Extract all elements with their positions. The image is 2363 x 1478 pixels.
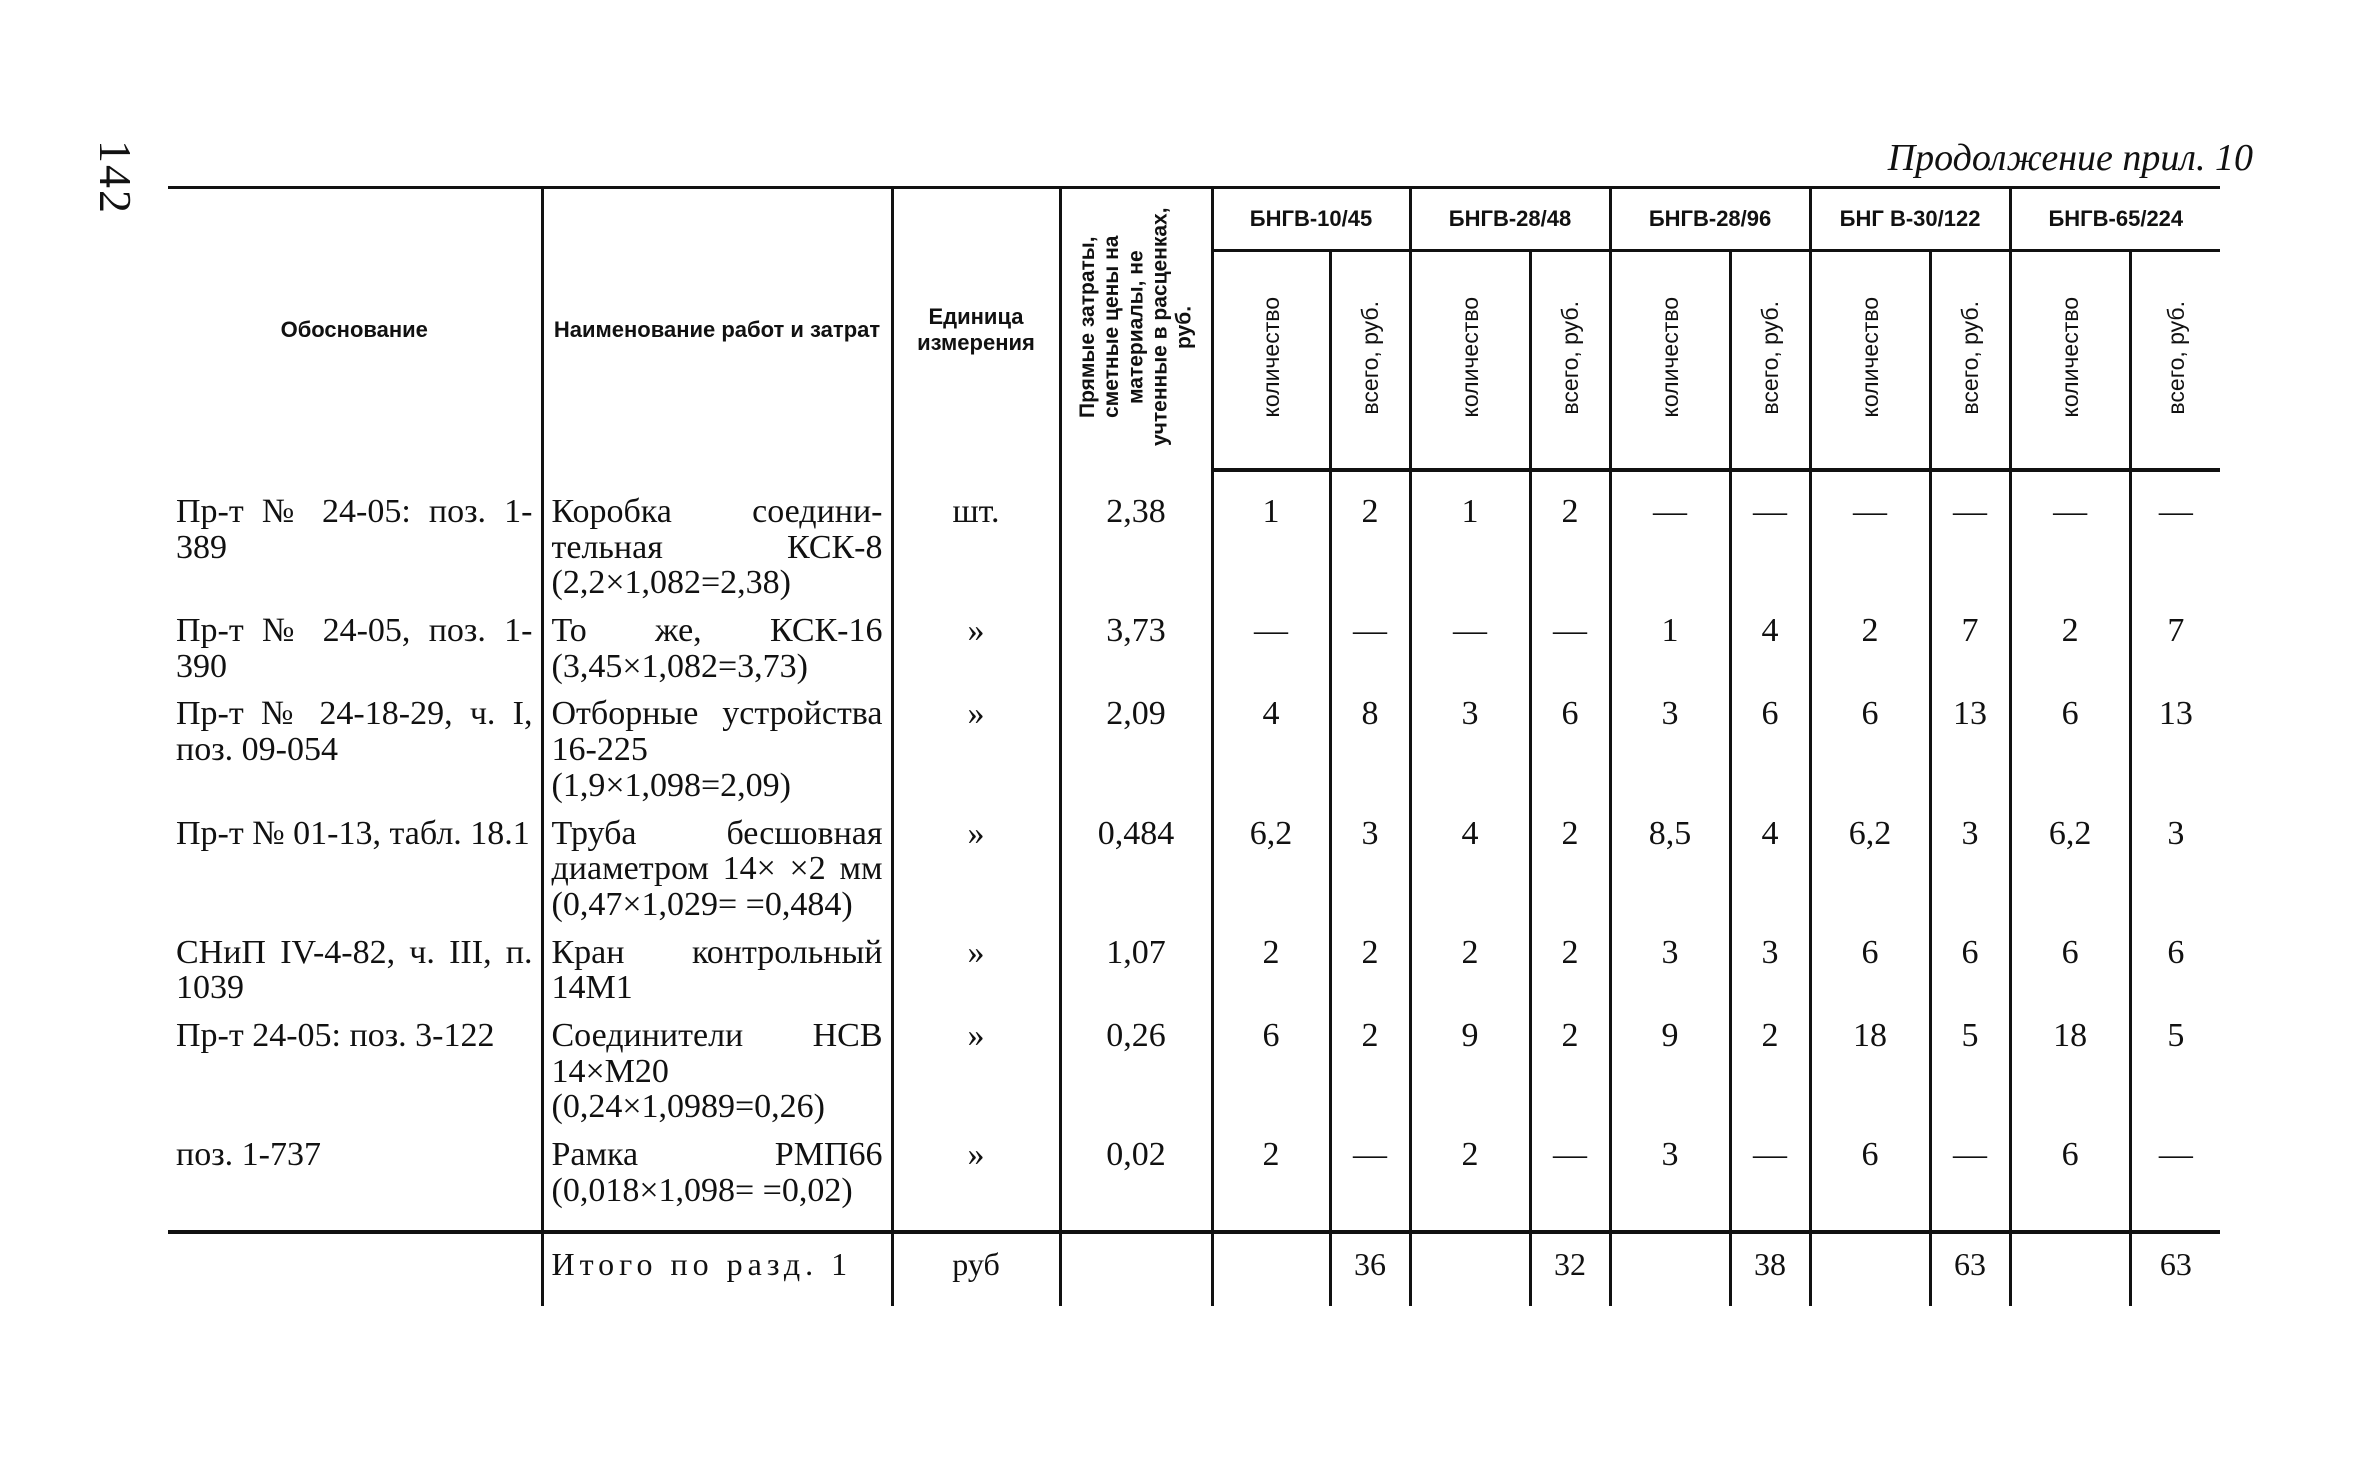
basis-cell: Пр-т № 24-05, поз. 1-390 — [176, 612, 533, 685]
estimate-table — [168, 186, 2220, 1306]
unit-cell: » — [892, 1131, 1060, 1214]
quantity-cell: 4 — [1212, 690, 1330, 809]
quantity-cell: 3 — [1410, 690, 1530, 809]
quantity-cell: 3 — [1610, 690, 1730, 809]
header-total: всего, руб. — [1530, 251, 1610, 471]
total-label: Итого по разд. 1 — [542, 1232, 892, 1306]
quantity-cell: — — [1810, 488, 1930, 607]
total-rub-cell: 7 — [1930, 607, 2010, 690]
total-value: 38 — [1730, 1232, 1810, 1306]
table-row — [168, 690, 2220, 809]
total-rub-cell: — — [1930, 488, 2010, 607]
total-rub-cell: 5 — [1930, 1012, 2010, 1131]
quantity-cell: 6 — [1810, 1131, 1930, 1214]
total-rub-cell: 2 — [1530, 488, 1610, 607]
header-name: Наименование работ и затрат — [542, 188, 892, 471]
header-qty: количество — [1410, 251, 1530, 471]
direct-cost-cell: 2,09 — [1060, 690, 1212, 809]
quantity-cell: 6 — [1810, 929, 1930, 1012]
total-rub-cell: — — [1930, 1131, 2010, 1214]
total-rub-cell: 6 — [1930, 929, 2010, 1012]
table-row — [168, 488, 2220, 607]
quantity-cell: 2 — [1410, 929, 1530, 1012]
table-row — [168, 1131, 2220, 1214]
quantity-cell: — — [1610, 488, 1730, 607]
quantity-cell: 3 — [1610, 1131, 1730, 1214]
quantity-cell: 2 — [1810, 607, 1930, 690]
direct-cost-cell: 0,484 — [1060, 810, 1212, 929]
total-rub-cell: — — [1330, 607, 1410, 690]
total-rub-cell: 6 — [1730, 690, 1810, 809]
total-rub-cell: — — [2130, 1131, 2220, 1214]
total-rub-cell: 13 — [1930, 690, 2010, 809]
work-name-cell: Отборные устройства 16-225 (1,9×1,098=2,09) — [542, 690, 892, 809]
header-basis: Обоснование — [168, 188, 542, 471]
work-name-cell: То же, КСК-16 (3,45×1,082=3,73) — [542, 607, 892, 690]
quantity-cell: — — [1410, 607, 1530, 690]
total-value: 63 — [1930, 1232, 2010, 1306]
basis-cell: СНиП IV-4-82, ч. III, п. 1039 — [176, 933, 533, 1007]
unit-cell: шт. — [892, 488, 1060, 607]
continuation-caption: Продолжение прил. 10 — [1887, 137, 2253, 179]
header-qty: количество — [2010, 251, 2130, 471]
work-name-cell: Кран контрольный 14М1 — [542, 929, 892, 1012]
quantity-cell: 2 — [1212, 929, 1330, 1012]
table-row — [168, 810, 2220, 929]
quantity-cell: 1 — [1212, 488, 1330, 607]
table-row — [168, 929, 2220, 1012]
direct-cost-cell: 0,26 — [1060, 1012, 1212, 1131]
header-total: всего, руб. — [1730, 251, 1810, 471]
table-row — [168, 1012, 2220, 1131]
quantity-cell: 6 — [2010, 929, 2130, 1012]
total-rub-cell: 2 — [1530, 929, 1610, 1012]
quantity-cell: 9 — [1410, 1012, 1530, 1131]
total-row — [168, 1232, 2220, 1306]
quantity-cell: 1 — [1610, 607, 1730, 690]
total-rub-cell: 3 — [1730, 929, 1810, 1012]
unit-cell: » — [892, 690, 1060, 809]
total-rub-cell: 2 — [1730, 1012, 1810, 1131]
total-rub-cell: 2 — [1330, 488, 1410, 607]
basis-cell: Пр-т 24-05: поз. 3-122 — [176, 1016, 495, 1054]
total-rub-cell: 2 — [1530, 810, 1610, 929]
quantity-cell: 6 — [2010, 690, 2130, 809]
header-unit: Единица измерения — [892, 188, 1060, 471]
table-row — [168, 607, 2220, 690]
header-group-1: БНГВ-10/45 — [1212, 188, 1410, 251]
total-rub-cell: 4 — [1730, 810, 1810, 929]
quantity-cell: 1 — [1410, 488, 1530, 607]
total-rub-cell: 8 — [1330, 690, 1410, 809]
total-rub-cell: 3 — [1930, 810, 2010, 929]
direct-cost-cell: 3,73 — [1060, 607, 1212, 690]
quantity-cell: 6,2 — [1212, 810, 1330, 929]
basis-cell: Пр-т № 24-18-29, ч. I, поз. 09-054 — [176, 695, 533, 769]
total-rub-cell: 5 — [2130, 1012, 2220, 1131]
quantity-cell: 3 — [1610, 929, 1730, 1012]
quantity-cell: 8,5 — [1610, 810, 1730, 929]
total-value: 32 — [1530, 1232, 1610, 1306]
quantity-cell: 6 — [2010, 1131, 2130, 1214]
header-group-5: БНГВ-65/224 — [2010, 188, 2220, 251]
quantity-cell: 2 — [1212, 1131, 1330, 1214]
page-number: 142 — [90, 140, 141, 215]
header-qty: количество — [1610, 251, 1730, 471]
total-rub-cell: — — [1530, 1131, 1610, 1214]
total-rub-cell: — — [1330, 1131, 1410, 1214]
total-rub-cell: — — [1730, 1131, 1810, 1214]
direct-cost-cell: 1,07 — [1060, 929, 1212, 1012]
basis-cell: поз. 1-737 — [176, 1136, 321, 1173]
quantity-cell: 2 — [2010, 607, 2130, 690]
total-rub-cell: 2 — [1530, 1012, 1610, 1131]
header-group-4: БНГ В-30/122 — [1810, 188, 2010, 251]
direct-cost-cell: 2,38 — [1060, 488, 1212, 607]
total-rub-cell: — — [2130, 488, 2220, 607]
header-qty: количество — [1810, 251, 1930, 471]
direct-cost-cell: 0,02 — [1060, 1131, 1212, 1214]
header-group-3: БНГВ-28/96 — [1610, 188, 1810, 251]
total-rub-cell: 3 — [2130, 810, 2220, 929]
work-name-cell: Труба бесшовная диаметром 14× ×2 мм (0,47×1,029= =0,484) — [542, 810, 892, 929]
total-rub-cell: 2 — [1330, 1012, 1410, 1131]
header-total: всего, руб. — [2130, 251, 2220, 471]
quantity-cell: — — [1212, 607, 1330, 690]
work-name-cell: Соединители НСВ 14×М20 (0,24×1,0989=0,26) — [542, 1012, 892, 1131]
total-value: 36 — [1330, 1232, 1410, 1306]
header-direct-costs: Прямые затраты, сметные цены на материалы, не учтенные в расценках, руб. — [1060, 188, 1212, 471]
unit-cell: » — [892, 810, 1060, 929]
unit-cell: » — [892, 1012, 1060, 1131]
header-total: всего, руб. — [1330, 251, 1410, 471]
quantity-cell: 6,2 — [2010, 810, 2130, 929]
quantity-cell: 4 — [1410, 810, 1530, 929]
header-group-2: БНГВ-28/48 — [1410, 188, 1610, 251]
work-name-cell: Коробка соединительная КСК-8 (2,2×1,082=2,38) — [542, 488, 892, 607]
total-rub-cell: 6 — [1530, 690, 1610, 809]
total-rub-cell: 4 — [1730, 607, 1810, 690]
total-rub-cell: 7 — [2130, 607, 2220, 690]
basis-cell: Пр-т № 01-13, табл. 18.1 — [176, 814, 530, 852]
total-rub-cell: — — [1530, 607, 1610, 690]
total-unit: руб — [892, 1232, 1060, 1306]
work-name-cell: Рамка РМП66 (0,018×1,098= =0,02) — [542, 1131, 892, 1214]
quantity-cell: 9 — [1610, 1012, 1730, 1131]
total-rub-cell: 6 — [2130, 929, 2220, 1012]
total-rub-cell: — — [1730, 488, 1810, 607]
quantity-cell: 18 — [1810, 1012, 1930, 1131]
quantity-cell: 2 — [1410, 1131, 1530, 1214]
header-total: всего, руб. — [1930, 251, 2010, 471]
header-qty: количество — [1212, 251, 1330, 471]
quantity-cell: 6 — [1212, 1012, 1330, 1131]
unit-cell: » — [892, 607, 1060, 690]
unit-cell: » — [892, 929, 1060, 1012]
quantity-cell: 6,2 — [1810, 810, 1930, 929]
quantity-cell: 18 — [2010, 1012, 2130, 1131]
quantity-cell: — — [2010, 488, 2130, 607]
total-rub-cell: 3 — [1330, 810, 1410, 929]
total-rub-cell: 13 — [2130, 690, 2220, 809]
basis-cell: Пр-т № 24-05: поз. 1-389 — [176, 493, 533, 566]
total-rub-cell: 2 — [1330, 929, 1410, 1012]
total-value: 63 — [2130, 1232, 2220, 1306]
quantity-cell: 6 — [1810, 690, 1930, 809]
